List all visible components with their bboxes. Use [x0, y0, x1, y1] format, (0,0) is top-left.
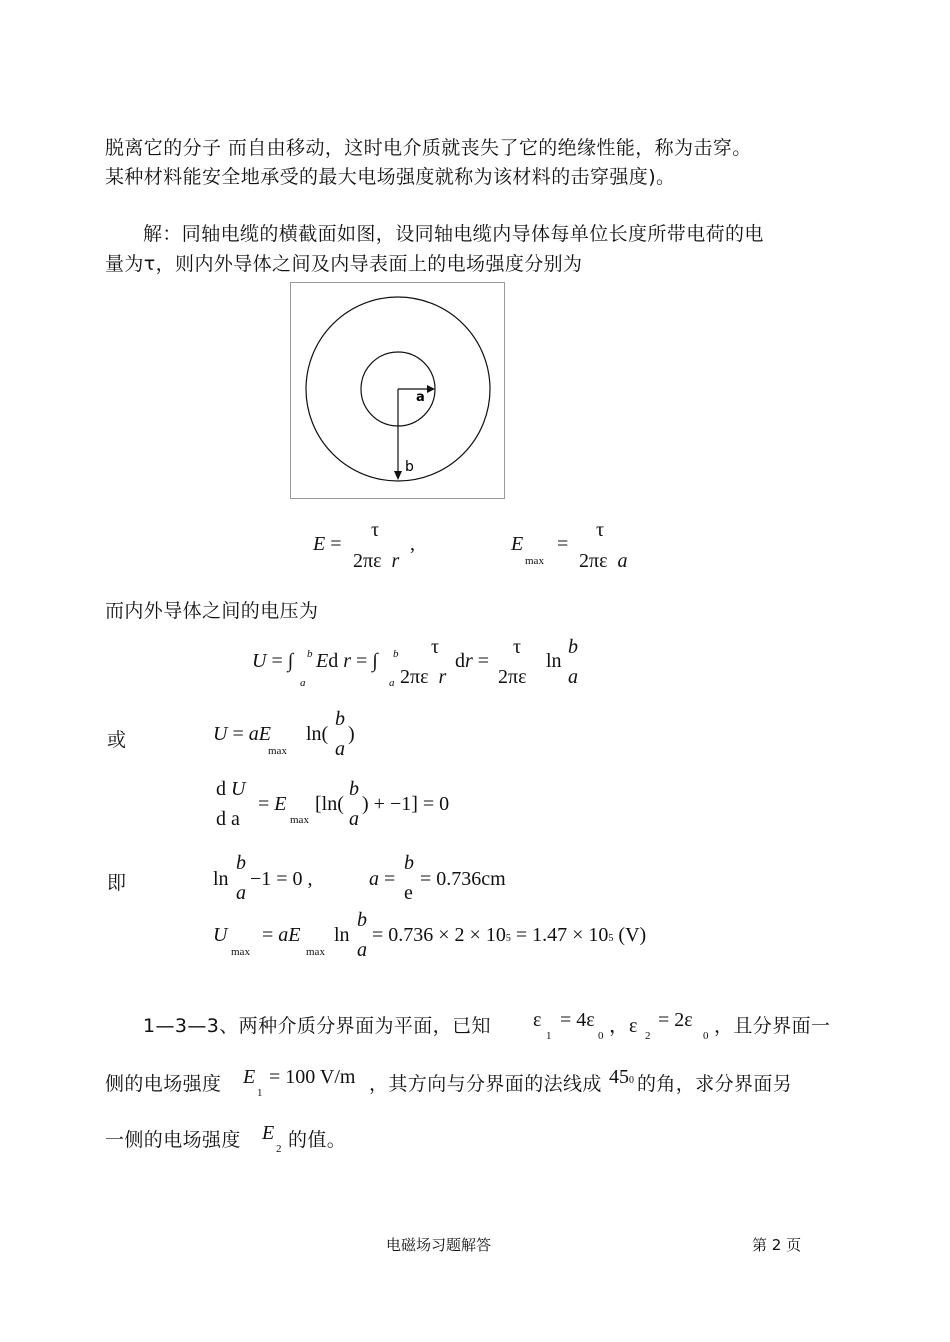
label-a: a [416, 390, 425, 405]
problem-line-3-tail: 的值。 [288, 1129, 347, 1151]
footer-title: 电磁场习题解答 [386, 1236, 492, 1254]
label-ji: 即 [107, 872, 127, 894]
label-b: b [405, 459, 414, 475]
footer-page-number: 第 2 页 [752, 1236, 802, 1254]
text-line-1: 脱离它的分子 而自由移动，这时电介质就丧失了它的绝缘性能，称为击穿。 [105, 137, 752, 159]
coax-cross-section-diagram [290, 282, 506, 500]
problem-line-2-tail: 的角，求分界面另 [637, 1073, 793, 1095]
text-line-2: 某种材料能安全地承受的最大电场强度就称为该材料的击穿强度)。 [105, 166, 676, 188]
voltage-intro: 而内外导体之间的电压为 [105, 600, 319, 622]
problem-line-2-mid: ，其方向与分界面的法线成 [369, 1073, 602, 1095]
problem-line-1: 1—3—3、两种介质分界面为平面，已知 [143, 1015, 491, 1037]
problem-line-3-head: 一侧的电场强度 [105, 1129, 241, 1151]
problem-line-1-tail: ，且分界面一 [714, 1015, 831, 1037]
solution-line-2: 量为τ，则内外导体之间及内导表面上的电场强度分别为 [105, 253, 583, 275]
epsilon-1-expr: ε [533, 1009, 542, 1031]
label-or: 或 [107, 729, 127, 751]
problem-line-2-head: 侧的电场强度 [105, 1073, 222, 1095]
solution-line-1: 解：同轴电缆的横截面如图，设同轴电缆内导体每单位长度所带电荷的电 [143, 223, 764, 245]
